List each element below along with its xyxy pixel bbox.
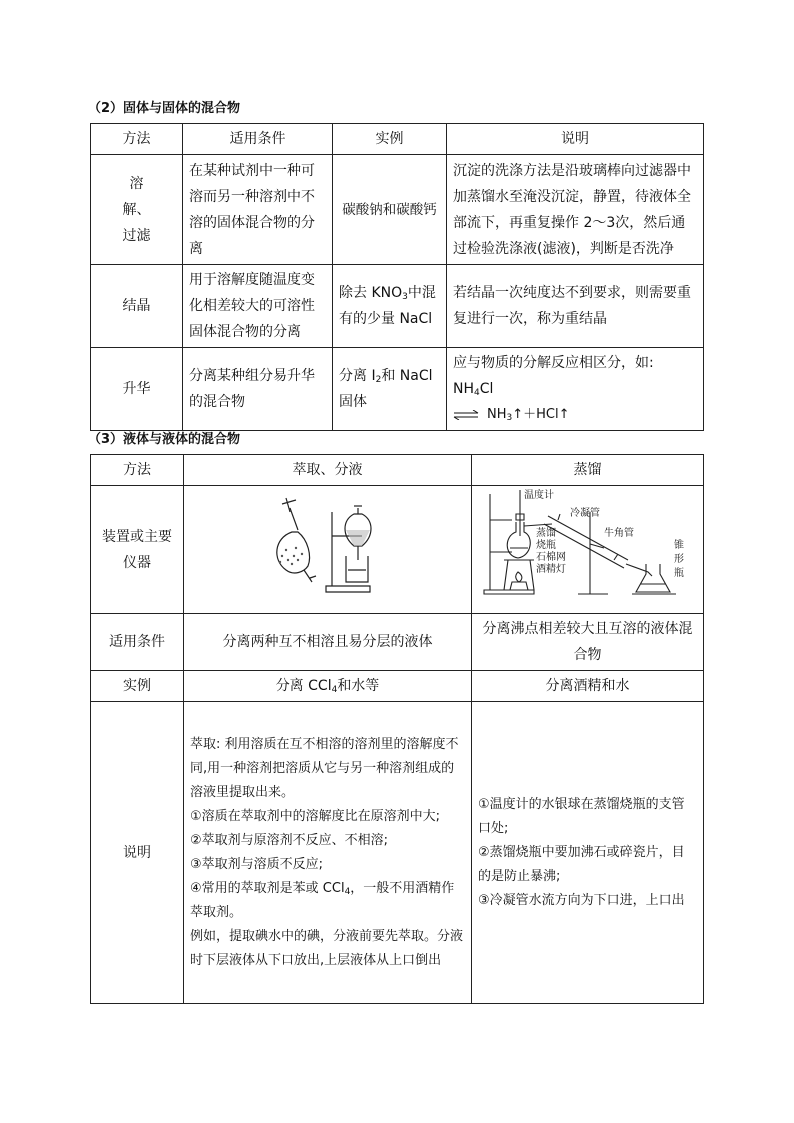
header-condition: 适用条件 [183,124,333,155]
method-dissolve-filter: 溶解、过滤 [91,155,183,265]
note-dissolve-filter: 沉淀的洗涤方法是沿玻璃棒向过滤器中加蒸馏水至淹没沉淀，静置，待液体全部流下，再重复操作 2～3次，然后通过检验洗涤液(滤液)，判断是否洗净 [447,155,704,265]
reversible-arrow-icon [453,410,479,420]
condition-distillation: 分离沸点相差较大且互溶的液体混合物 [472,614,704,671]
separatory-funnel-drawing [268,490,388,600]
distillation-setup-drawing [478,486,698,604]
distillation-apparatus-image [472,486,704,614]
section-2-title: （2）固体与固体的混合物 [88,101,241,116]
condition-extraction: 分离两种互不相溶且易分层的液体 [184,614,472,671]
label-erlenmeyer-1: 锥 [673,540,684,551]
note-distillation: ①温度计的水银球在蒸馏烧瓶的支管口处; ②蒸馏烧瓶中要加沸石或碎瓷片，目的是防止暴沸; ③冷凝管水流方向为下口进，上口出 [472,702,704,1004]
label-flask-2: 烧瓶 [535,540,556,551]
label-erlenmeyer-2: 形 [673,554,684,565]
example-distillation: 分离酒精和水 [472,671,704,702]
condition-dissolve-filter: 在某种试剂中一种可溶而另一种溶剂中不溶的固体混合物的分离 [183,155,333,265]
note-sublimation: 应与物质的分解反应相区分，如: $NH_4Cl$ $NH_3↑+HCl↑$ [447,348,704,431]
condition-sublimation: 分离某种组分易升华的混合物 [183,348,333,431]
header-example: 实例 [333,124,447,155]
example-crystallize: 除去 $KNO_3$中混有的少量 NaCl [333,265,447,348]
extraction-apparatus-image [184,486,472,614]
note-crystallize: 若结晶一次纯度达不到要求，则需要重复进行一次，称为重结晶 [447,265,704,348]
section-3-title: （3）液体与液体的混合物 [88,432,241,447]
label-thermometer: 温度计 [523,490,554,501]
header-method: 方法 [91,124,183,155]
liquid-liquid-table [90,454,704,1004]
method-crystallize: 结晶 [91,265,183,348]
solid-solid-table [90,123,704,431]
header-extraction: 萃取、分液 [184,455,472,486]
example-dissolve-filter: 碳酸钠和碳酸钙 [333,155,447,265]
label-flask-1: 蒸馏 [535,528,556,539]
example-sublimation: 分离 $I_2$和 NaCl 固体 [333,348,447,431]
label-lamp: 酒精灯 [535,564,566,575]
label-asbestos: 石棉网 [535,552,566,563]
condition-crystallize: 用于溶解度随温度变化相差较大的可溶性固体混合物的分离 [183,265,333,348]
label-adapter: 牛角管 [603,528,634,539]
method-sublimation: 升华 [91,348,183,431]
apparatus-label: 装置或主要仪器 [91,486,184,614]
example-label: 实例 [91,671,184,702]
header-note: 说明 [447,124,704,155]
label-condenser: 冷凝管 [569,508,600,519]
header-method: 方法 [91,455,184,486]
condition-label: 适用条件 [91,614,184,671]
header-distillation: 蒸馏 [472,455,704,486]
note-label: 说明 [91,702,184,1004]
note-extraction: 萃取: 利用溶质在互不相溶的溶剂里的溶解度不同,用一种溶剂把溶质从它与另一种溶剂组成的溶液里提取出来。 ①溶质在萃取剂中的溶解度比在原溶剂中大; ②萃取剂与原溶剂不反应、不相溶; ③萃取剂与溶质不反应; ④常用的萃取剂是苯或 CCl$_4$，一般不用酒精作萃取剂。 例如，提取碘水中的碘，分液前要先萃取。分液时下层液体从下口放出,上层液体从上口倒出 [184,702,472,1004]
example-extraction: 分离 CCl$_4$和水等 [184,671,472,702]
label-erlenmeyer-3: 瓶 [673,568,684,579]
